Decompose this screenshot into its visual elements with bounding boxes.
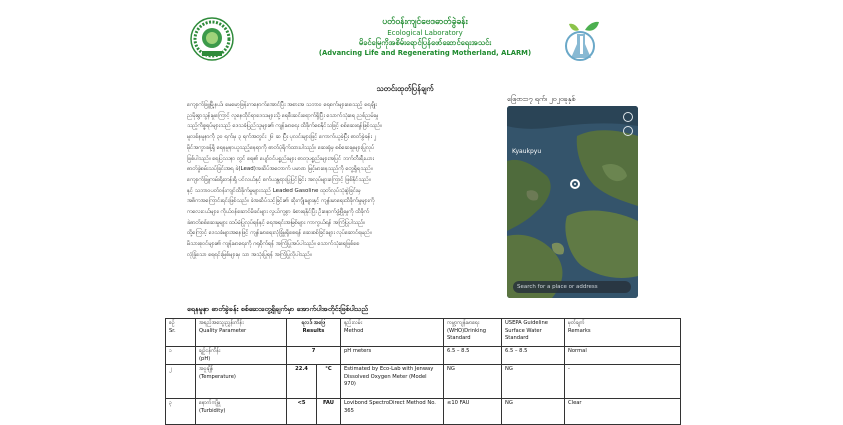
cell-value: <5	[287, 399, 317, 425]
cell-no: ၂	[166, 365, 196, 399]
location-pin-icon[interactable]	[570, 179, 580, 189]
body-line: လုံခြုံသော ရေရင်းမြစ်များမှ သာ အသုံးပြုရန် အကြံပြုလိုပါသည်။	[187, 251, 312, 258]
body-line: ခဲဓာတ်စစ်ဆေးမှုများ ထပ်မံပြုလုပ်ရန်နှင့် ရေအရင်းအမြစ်များ ကာကွယ်ရန် အကြံပြုပါသည်။	[187, 219, 365, 226]
table-row	[166, 399, 681, 425]
header-parameter: အရည်အသွေးညွှန်းကိန်း Quality Parameter	[196, 319, 287, 347]
body-line: အဓိကအကြောင်းရင်းဖြစ်သည်။ ခဲအဆိပ်သင့်ခြင်း၏ ဆိုးကျိုးများနှင့် ကျန်းမာရေးထိခိုက်မှုများကို	[187, 198, 375, 205]
body-line: နှင့် သဘာဝပတ်ဝန်းကျင်ထိခိုက်မှုများသည် Leaded Gasoline ထုတ်လုပ်သုံးစွဲခြင်းမှ	[187, 187, 361, 194]
body-line: မူလစ်နမူနာကို ၃၀ ရက်မှ ၃ ရက်အတွင်း ၂၆ ဆ ပြီး ပုလင်းများဖြင့် ကောက်ယူခဲ့ပြီး ဓာတ်ခွဲခန်း ၂	[187, 134, 377, 141]
cell-no: ၁	[166, 347, 196, 365]
body-line: ကလေးငယ်များ၊ ကိုယ်ဝန်ဆောင်မိခင်များ လွယ်ကူစွာ ခံစားရနိုင်ပြီး ဦးနှောက်ဖွံ့ဖြိုးမှုကို ထိခိုက်	[187, 209, 370, 216]
header-remarks: မှတ်ချက် Remarks	[565, 319, 681, 347]
cell-usepa: 6.5 – 8.5	[502, 347, 565, 365]
cell-usepa: NG	[502, 399, 565, 425]
table-row	[166, 347, 681, 365]
eco-laboratory-logo	[190, 17, 234, 61]
body-line: ဓာတ်ခွဲစမ်းသပ်ခြင်းအရ ခဲ(Lead)အဆိပ်အတောက် ပမာဏ မြင့်မားနေသည်ကို တွေ့ရှိရသည်။	[187, 166, 373, 173]
table-header-row	[166, 319, 681, 347]
cell-value: 7	[287, 347, 341, 365]
alarm-name-english: (Advancing Life and Regenerating Motherland, ALARM)	[318, 49, 532, 57]
org-name-myanmar: ပတ်ဝန်းကျင်ဗေဒဓာတ်ခွဲခန်း	[382, 17, 468, 27]
map-search-input[interactable]: Search for a place or address	[513, 281, 631, 293]
flask-leaf-logo	[563, 16, 601, 66]
org-name-english: Ecological Laboratory	[387, 29, 463, 37]
water-quality-table	[165, 318, 681, 425]
map-place-label: Kyaukpyu	[512, 148, 542, 155]
body-line: ကျောက်ဖြူကမ်းရိုးတန်းရှိ ပင်လယ်နှင့် စက်ယန္တရားပြုပြင်ခြင်း အလုပ်များကြောင့် ဖြစ်နိုင်သည်။	[187, 176, 371, 183]
body-line: ကျောက်ဖြူမြို့နယ်၊ မေမော့ဖြန်းကနောက်အောင်ပြီး အစားအ သဘာဝ ရေစက်များစေသည့် ရေချိုး	[187, 102, 377, 108]
press-release-title: သတင်းထုတ်ပြန်ချက်	[376, 84, 434, 93]
press-release-body	[187, 100, 503, 261]
body-line: ထို့ကြောင့် ဒေသခံများအနေဖြင့် ကျန်းမာရေးလုံခြုံမှုရှိစေရန် ဆေးစစ်ခြင်းများ လုပ်ဆောင်ရမည်။	[187, 230, 372, 237]
cell-remarks: Normal	[565, 347, 681, 365]
cell-parameter: နောက်ကျိမှု (Turbidity)	[196, 399, 287, 425]
header-results: ရလဒ် အဖြေ Results	[287, 319, 341, 347]
cell-unit: °C	[317, 365, 341, 399]
body-line: ဖြစ်ပါသည်။ ရေပြဿနာ တွင် ရေ၏ ပျော်ဝင်ပစ္စည်းများ ဓာတုပစ္စည်းများအပြင် ဘက်တီးရီးယား	[187, 155, 374, 162]
cell-remarks: Clear	[565, 399, 681, 425]
body-line: ညမိုးရွာသွန်းမှုကြောင့် လူနေထိုင်ရာဒေသများသို့ ရေစီးဆင်းရောက်ရှိပြီး သောက်သုံးရေ ညစ်ညမ်းမှု	[187, 112, 379, 119]
cell-method: pH meters	[341, 347, 444, 365]
alarm-name-myanmar: မိခင်မြေကိုအစိမ်းရောင်ပြန်ဖော်ဆောင်ရေးအသင်း	[358, 38, 492, 47]
cell-parameter: အပူချိန် (Temperature)	[196, 365, 287, 399]
cell-who: ≤10 FAU	[444, 399, 502, 425]
body-line: မိသားစုဝင်များ၏ ကျန်းမာရေးကို ဂရုစိုက်ရန် အကြံပြုအပ်ပါသည်။ သောက်သုံးရေဖြစ်စေ	[187, 241, 360, 248]
body-line: သည့်ကိစ္စရပ်များသည် ဒေသခံပြည်သူများ၏ ကျန်းမာရေး ထိခိုက်စေနိုင်သဖြင့် စစ်ဆေးရန်ဖြစ်သည်။	[187, 123, 382, 130]
map-imagery	[507, 106, 638, 298]
map-locate-icon[interactable]	[623, 126, 633, 136]
cell-remarks: -	[565, 365, 681, 399]
cell-no: ၃	[166, 399, 196, 425]
cell-parameter: ချဉ်ငန်ကိန်း (pH)	[196, 347, 287, 365]
cell-method: Estimated by Eco-Lab with Jenway Dissolved Oxygen Meter (Model 970)	[341, 365, 444, 399]
header-method: နည်းလမ်း Method	[341, 319, 444, 347]
release-date: ဖြေ၀ား၁၇ ရက်၊ ၂၀၂၀ခုနှစ်	[507, 95, 576, 103]
cell-who: NG	[444, 365, 502, 399]
header-usepa: USEPA Guideline Surface Water Standard	[502, 319, 565, 347]
header-no: စဉ် Sr.	[166, 319, 196, 347]
header-who: ကမ္ဘာ့ကျန်းမာရေး (WHO)Drinking Standard	[444, 319, 502, 347]
map-layers-icon[interactable]	[623, 112, 633, 122]
body-line: မိုင်အကွာခန့်ရှိ ရေနမူနာယူသည့်နေရာကို ဓာတ်ပုံရိုက်ထားပါသည်။ ဆေးရုံမှ စစ်ဆေးမှုများပြုလုပ်	[187, 144, 375, 151]
cell-usepa: NG	[502, 365, 565, 399]
table-caption: ရေနမူနာ ဓာတ်ခွဲခန်း စစ်ဆေးတွေ့ရှိချက်မှာ အောက်ပါအတိုင်းဖြစ်ပါသည်	[187, 305, 369, 313]
cell-unit: FAU	[317, 399, 341, 425]
cell-method: Lovibond SpectroDirect Method No. 365	[341, 399, 444, 425]
table-row	[166, 365, 681, 399]
satellite-map[interactable]	[507, 106, 638, 298]
document-page	[165, 0, 680, 424]
cell-value: 22.4	[287, 365, 317, 399]
cell-who: 6.5 – 8.5	[444, 347, 502, 365]
